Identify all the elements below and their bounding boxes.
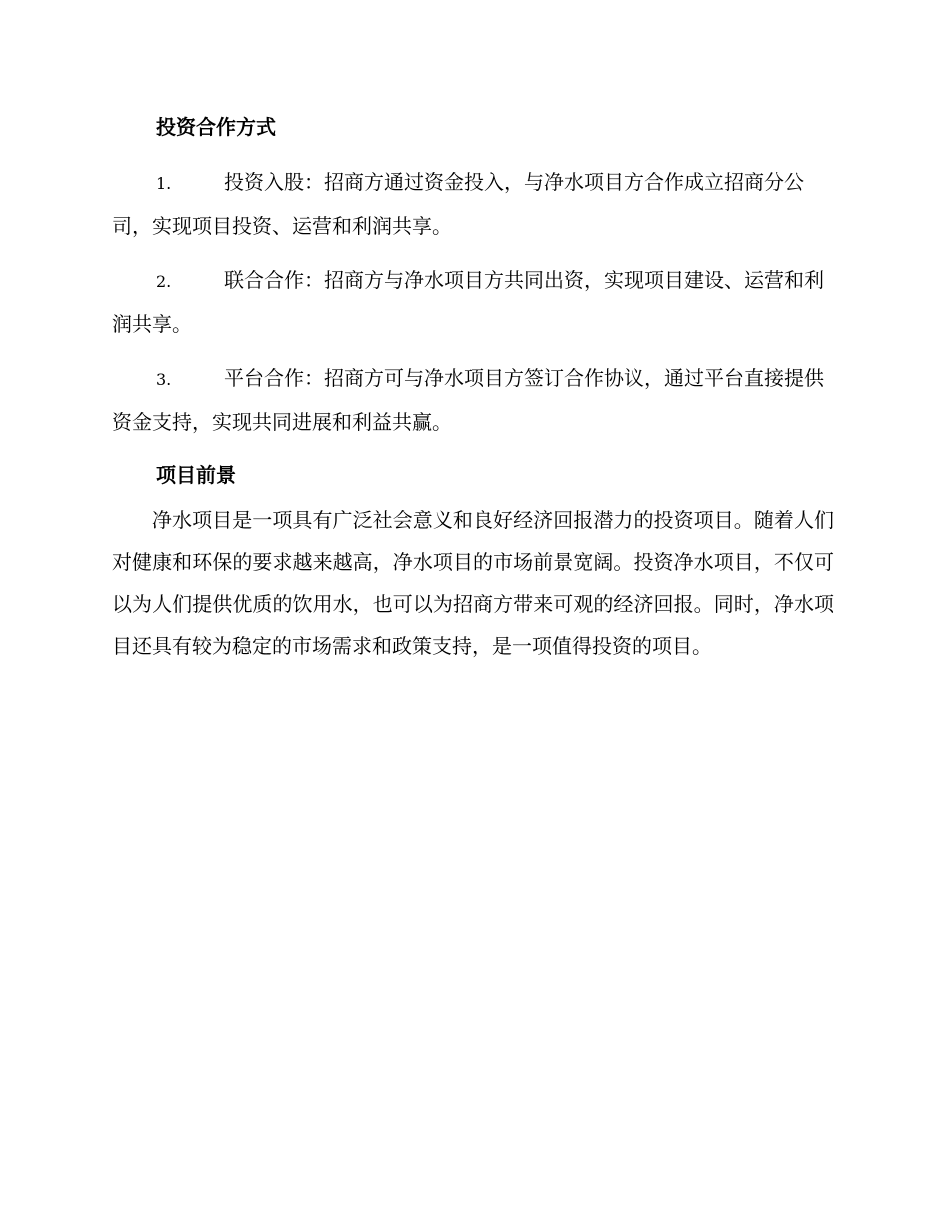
list-item xyxy=(112,161,834,247)
investment-methods-list xyxy=(112,161,834,443)
list-number: 2. xyxy=(156,272,172,291)
list-number: 1. xyxy=(156,174,172,193)
list-item-text: 投资入股：招商方通过资金投入，与净水项目方合作成立招商分公司，实现项目投资、运营和利润共享。 xyxy=(112,170,804,238)
list-number: 3. xyxy=(156,370,172,389)
document-page xyxy=(112,105,834,667)
list-item xyxy=(112,259,834,345)
section-heading-project-outlook: 项目前景 xyxy=(156,463,236,487)
list-item xyxy=(112,357,834,443)
section-heading-investment-methods: 投资合作方式 xyxy=(156,115,276,139)
list-item-text: 联合合作：招商方与净水项目方共同出资，实现项目建设、运营和利润共享。 xyxy=(112,268,824,336)
project-outlook-paragraph: 净水项目是一项具有广泛社会意义和良好经济回报潜力的投资项目。随着人们对健康和环保的要求越来越高，净水项目的市场前景宽阔。投资净水项目，不仅可以为人们提供优质的饮用水，也可以为招商方带来可观的经济回报。同时，净水项目还具有较为稳定的市场需求和政策支持，是一项值得投资的项目。 xyxy=(112,508,834,658)
list-item-text: 平台合作：招商方可与净水项目方签订合作协议，通过平台直接提供资金支持，实现共同进展和利益共赢。 xyxy=(112,366,824,434)
